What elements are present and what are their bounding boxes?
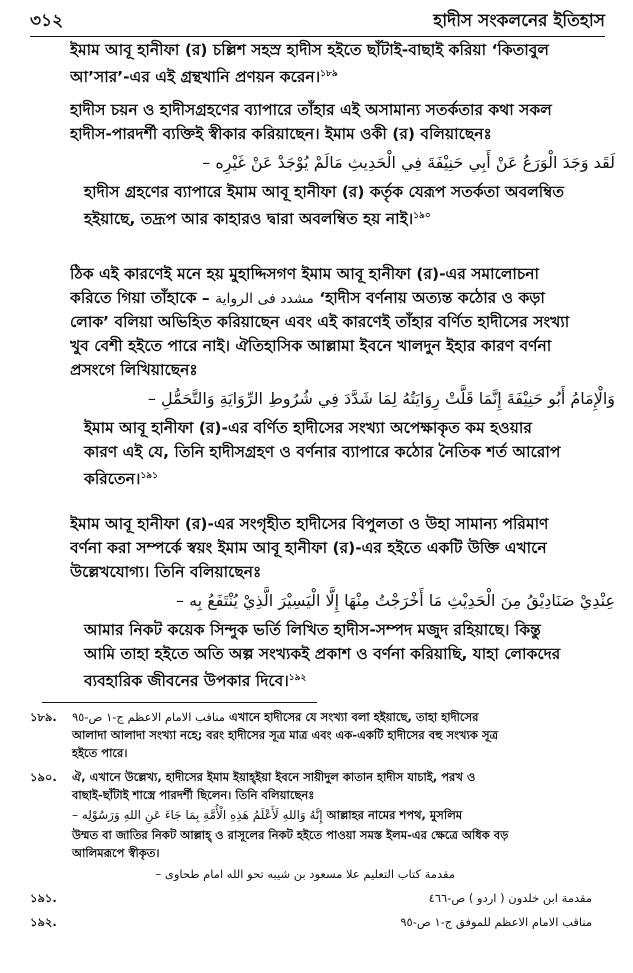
arabic-quote: وَالْإِمَامُ أَبُو حَنِيْفَةَ إِنَّمَا قَلَّتْ رِوَايَتُهُ لِمَا شَدَّدَ فِي شُرُوطِ الرِّوَايَةِ وَالتَّحَمُّلِ – — [147, 389, 615, 408]
footnote-line: উম্মত বা জাতির নিকট আল্লাহ্ ও রাসূলের নিকট হইতে পাওয়া সমস্ত ইলম-এর ক্ষেত্রে অধিক বড় — [72, 828, 509, 842]
page-number: ৩১২ — [30, 11, 64, 31]
paragraph-line: হাদীস চয়ন ও হাদীসগ্রহণের ব্যাপারে তাঁহার এই অসামান্য সতর্কতার কথা সকল — [70, 101, 552, 119]
paragraph-line — [70, 464, 615, 488]
paragraph-text: আ’সার’-এর এই গ্রন্থখানি প্রণয়ন করেন। — [70, 68, 321, 86]
footnote-arabic-quote: إِنَّهُ وَاللهِ لَأَعْلَمُ هَذِهِ الْأُمَّةِ بِمَا جَاءَ عَنِ اللهِ وَرَسُوْلِه – — [72, 808, 323, 822]
paragraph-text: করিতেন। — [84, 470, 141, 488]
paragraph-line — [70, 62, 615, 86]
footnote-line: আলিমরূপে স্বীকৃত। — [72, 846, 160, 860]
footnote-ref-190: ১৯০ — [413, 211, 431, 221]
arabic-quote: عِنْدِيْ صَنَادِيْقُ مِنَ الْحَدِيْثِ مَا أَخْرَجْتُ مِنْهَا إِلَّا الْيَسِيْرَ الَّذِيْ يُنْتَفَعُ بِه – — [176, 591, 615, 610]
footnote-ref-192: ১৯২ — [288, 673, 307, 683]
footnote-arabic-source: مقدمة ابن خلدون ( اردو ) ص-٤٦٦ — [428, 891, 592, 905]
footnote-190 — [30, 768, 615, 786]
footnote-number: ১৮৯. — [30, 710, 57, 724]
paragraph-text: হইয়াছে, তদ্রূপ আর কাহারও দ্বারা অবলম্বিত হয় নাই। — [84, 210, 414, 228]
paragraph-line: আমার নিকট কয়েক সিন্দুক ভর্তি লিখিত হাদীস-সম্পদ মজুদ রহিয়াছে। কিন্তু — [84, 621, 541, 639]
footnote-line — [30, 804, 615, 826]
footnote-line: বাছাই-ছাঁটাই শাস্ত্রে পারদর্শী ছিলেন। তিনি বলিয়াছেনঃ — [72, 788, 315, 802]
footnote-arabic-source: مناقب الامام الاعظم للموفق ج-١ ص-٩٥ — [400, 915, 592, 929]
footnote-text: ঐ, এখানে উল্লেখ্য, হাদীসের ইমাম ইয়াহ্ইয়া ইবনে সায়ীদুল কাতান হাদীস যাচাই, পরখ ও — [72, 770, 476, 784]
paragraph-2 — [70, 98, 615, 228]
paragraph-line: আমি তাহা হইতে অতি অল্প সংখ্যকই প্রকাশ ও বর্ণনা করিয়াছি, যাহা লোকদের — [84, 645, 561, 663]
paragraph-text: ‘হাদীস বর্ণনায় অত্যন্ত কঠোর ও কড়া — [319, 289, 545, 307]
paragraph-line: হাদীস-পারদর্শী ব্যক্তিই স্বীকার করিয়াছেন। ইমাম ওকী (র) বলিয়াছেনঃ — [70, 125, 492, 143]
paragraph-line: লোক’ বলিয়া অভিহিত করিয়াছেন এবং এই কারণেই তাঁহার বর্ণিত হাদীসের সংখ্যা — [70, 313, 570, 331]
footnote-number: ১৯১. — [30, 891, 57, 905]
running-title: হাদীস সংকলনের ইতিহাস — [433, 11, 605, 31]
paragraph-line: হাদীস গ্রহণের ব্যাপারে ইমাম আবূ হানীফা (র) কর্তৃক যেরূপ সতর্কতা অবলম্বিত — [84, 183, 564, 201]
arabic-quote: لَقَد وَجَدَ الْوَرَعُ عَنْ أَبِي حَنِيْفَةَ فِي الْحَدِيثِ مَالَمْ يُوْجَدْ عَنْ غَيْرِه – — [202, 153, 615, 172]
paragraph-text: ব্যবহারিক জীবনের উপকার দিবে। — [84, 672, 289, 690]
page-header — [30, 6, 605, 36]
footnote-text: এখানে হাদীসের যে সংখ্যা বলা হইয়াছে, তাহা হাদীসের — [229, 710, 479, 724]
footnotes — [30, 708, 615, 934]
paragraph-line: উল্লেখযোগ্য। তিনি বলিয়াছেনঃ — [70, 563, 262, 581]
paragraph-text: করিতে গিয়া তাঁহাকে – — [70, 289, 210, 307]
footnote-line: আলাদা আলাদা সংখ্যা নহে; বরং হাদীসের সূত্র মাত্র এবং এক-একটি হাদীসের বহু সংখ্যক সূত্র — [72, 728, 499, 742]
paragraph-line: ইমাম আবূ হানীফা (র)-এর সংগৃহীত হাদীসের বিপুলতা ও উহা সামান্য পরিমাণ — [70, 515, 549, 533]
header-divider — [30, 36, 605, 37]
paragraph-line: প্রসংগে লিখিয়াছেনঃ — [70, 361, 198, 379]
paragraph-3 — [70, 262, 615, 488]
footnote-arabic-source: مناقب الامام الاعظم ج-١ ص-٩٥ — [72, 710, 225, 724]
footnote-ref-189: ১৮৯ — [320, 69, 338, 79]
footnote-line: হইতে পারে। — [72, 746, 128, 760]
paragraph-line: ইমাম আবূ হানীফা (র) চল্লিশ সহস্র হাদীস হইতে ছাঁটাই-বাছাই করিয়া ‘কিতাবুল — [70, 41, 549, 59]
paragraph-line: কারণ এই যে, তিনি হাদীসগ্রহণ ও বর্ণনার ব্যাপারে কঠোর নৈতিক শর্ত আরোপ — [84, 443, 561, 461]
footnote-ref-191: ১৯১ — [140, 471, 158, 481]
paragraph-line: ইমাম আবূ হানীফা (র)-এর বর্ণিত হাদীসের সংখ্যা অপেক্ষাকৃত কম হওয়ার — [84, 419, 532, 437]
arabic-term: مشدد فى الرواية — [215, 291, 314, 307]
paragraph-4 — [70, 512, 615, 690]
paragraph-line: খুব বেশী হইতে পারে নাই। ঐতিহাসিক আল্লামা ইবনে খালদুন ইহার কারণ বর্ণনা — [70, 337, 552, 355]
footnote-divider — [42, 702, 317, 703]
paragraph-line — [70, 666, 615, 690]
footnote-189 — [30, 708, 615, 726]
footnote-number: ১৯২. — [30, 915, 57, 929]
paragraph-1 — [70, 38, 615, 86]
footnote-arabic-source: مقدمة كتاب التعليم علا مسعود بن شيبه تحو الله امام طحاوى – — [155, 867, 455, 881]
footnote-192 — [30, 910, 615, 934]
paragraph-line — [70, 286, 615, 310]
paragraph-line — [70, 204, 615, 228]
footnote-number: ১৯০. — [30, 770, 57, 784]
footnote-line — [30, 862, 615, 886]
paragraph-line: বর্ণনা করা সম্পর্কে স্বয়ং ইমাম আবূ হানীফা (র)-এর হইতে একটি উক্তি এখানে — [70, 539, 547, 557]
paragraph-line: ঠিক এই কারণেই মনে হয় মুহাদ্দিসগণ ইমাম আবূ হানীফা (র)-এর সমালোচনা — [70, 265, 539, 283]
footnote-text: আল্লাহর নামের শপথ, মুসলিম — [326, 808, 463, 822]
footnote-191 — [30, 886, 615, 910]
